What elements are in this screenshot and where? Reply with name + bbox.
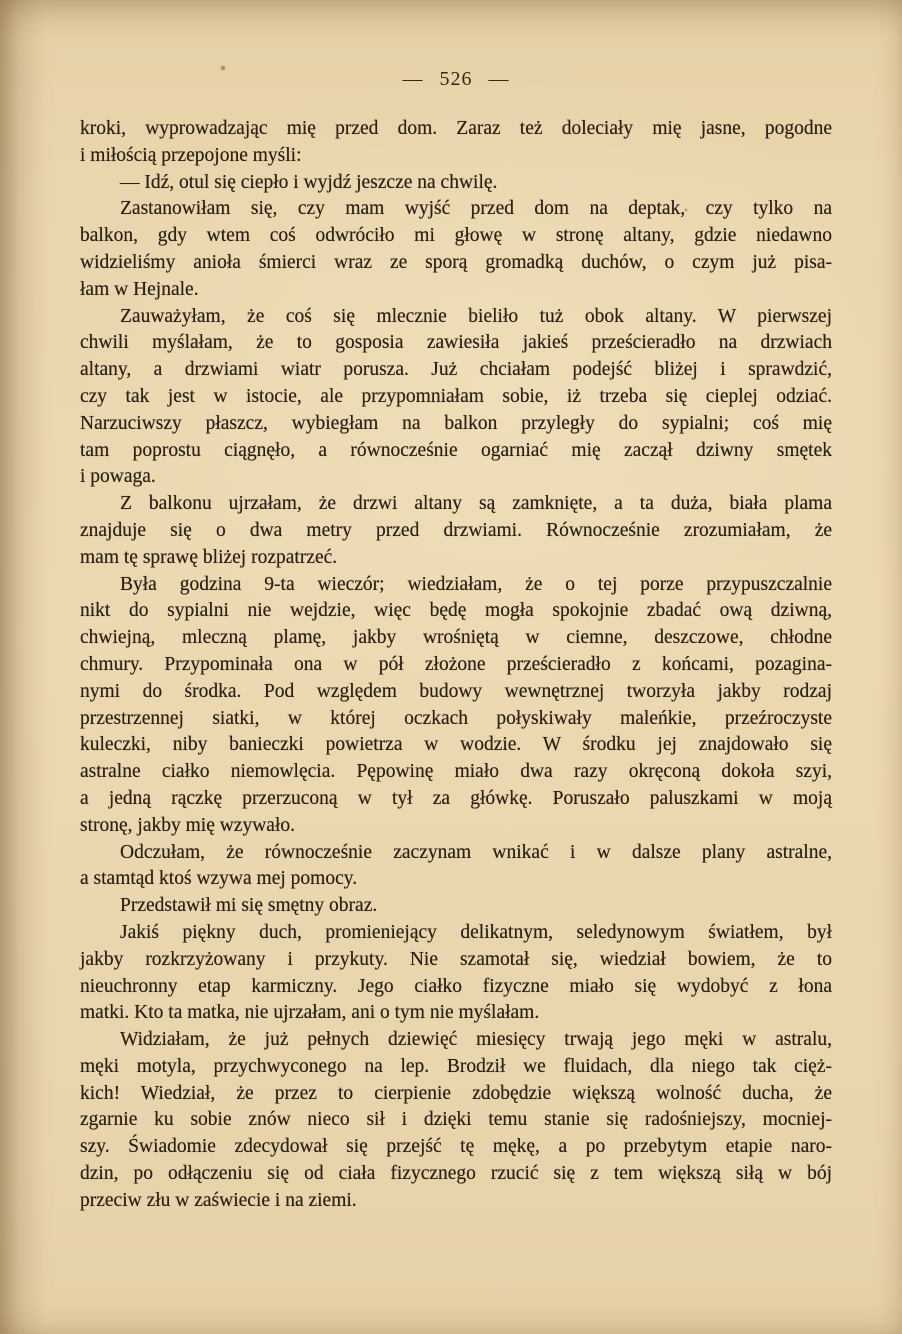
text-line: balkon, gdy wtem coś odwróciło mi głowę w stronę altany, gdzie niedawno [80, 225, 832, 247]
text-line: mam tę sprawę bliżej rozpatrzeć. [80, 546, 338, 568]
paragraph [80, 491, 832, 571]
text-line: altany, a drzwiami wiatr porusza. Już chciałam podejść bliżej i sprawdzić, [80, 359, 832, 381]
text-line: Narzuciwszy płaszcz, wybiegłam na balkon przyległy do sypialni; coś mię [80, 412, 832, 434]
text-line: nikt do sypialni nie wejdzie, więc będę mogła spokojnie zbadać ową dziwną, [80, 600, 832, 622]
text-line: łam w Hejnale. [80, 278, 199, 300]
text-line: Zastanowiłam się, czy mam wyjść przed dom na deptak, czy tylko na [120, 198, 832, 220]
text-line: Przedstawił mi się smętny obraz. [120, 895, 378, 917]
text-line: matki. Kto ta matka, nie ujrzałam, ani o tym nie myślałam. [80, 1002, 540, 1024]
text-line: i powaga. [80, 466, 156, 488]
text-line: dzin, po odłączeniu się od ciała fizycznego rzucić się z tem większą siłą w bój [80, 1163, 832, 1185]
text-line: nymi do środka. Pod względem budowy wewnętrznej tworzyła jakby rodzaj [80, 680, 832, 702]
paragraph [80, 1027, 832, 1215]
text-line: — Idź, otul się ciepło i wyjdź jeszcze na chwilę. [120, 171, 498, 193]
text-line: znajduje się o dwa metry przed drzwiami. Równocześnie zrozumiałam, że [80, 519, 832, 541]
paragraph [80, 170, 832, 197]
text-line: Zauważyłam, że coś się mlecznie bieliło tuż obok altany. W pierwszej [120, 305, 832, 327]
paragraph [80, 920, 832, 1027]
text-line: Odczułam, że równocześnie zaczynam wnikać i w dalsze plany astralne, [120, 841, 832, 863]
text-line: i miłością przepojone myśli: [80, 144, 302, 166]
text-line: kich! Wiedział, że przez to cierpienie zdobędzie większą wolność ducha, że [80, 1082, 832, 1104]
text-line: Z balkonu ujrzałam, że drzwi altany są zamknięte, a ta duża, biała plama [120, 493, 832, 515]
text-line: Była godzina 9-ta wieczór; wiedziałam, że o tej porze przypuszczalnie [120, 573, 832, 595]
text-line: chwili myślałam, że to gosposia zawiesiła jakieś prześcieradło na drzwiach [80, 332, 832, 354]
text-line: czy tak jest w istocie, ale przypomniałam sobie, iż trzeba się cieplej odziać. [80, 385, 832, 407]
text-line: jakby rozkrzyżowany i przykuty. Nie szamotał się, wiedział bowiem, że to [80, 948, 832, 970]
text-line: Jakiś piękny duch, promieniejący delikatnym, seledynowym światłem, był [120, 921, 832, 943]
paragraph [80, 893, 832, 920]
page-body [80, 116, 832, 1215]
text-line: przestrzennej siatki, w której oczkach połyskiwały maleńkie, przeźroczyste [80, 707, 832, 729]
text-line: chwiejną, mleczną plamę, jakby wrośniętą w ciemne, deszczowe, chłodne [80, 627, 832, 649]
text-line: tam poprostu ciągnęło, a równocześnie ogarniać mię zaczął dziwny smętek [80, 439, 832, 461]
text-line: Widziałam, że już pełnych dziewięć miesięcy trwają jego męki w astralu, [120, 1029, 832, 1051]
text-line: kroki, wyprowadzając mię przed dom. Zaraz też doleciały mię jasne, pogodne [80, 118, 832, 139]
paragraph [80, 196, 832, 303]
text-line: męki motyla, przychwyconego na lep. Brodził we fluidach, dla niego tak cięż- [80, 1055, 832, 1077]
paragraph [80, 572, 832, 840]
text-line: zgarnie ku sobie znów nieco sił i dzięki temu stanie się radośniejszy, mocniej- [80, 1109, 832, 1131]
paragraph [80, 304, 832, 492]
text-line: stronę, jakby mię wzywało. [80, 814, 295, 836]
paragraph [80, 116, 832, 170]
text-line: chmury. Przypominała ona w pół złożone prześcieradło z końcami, pozagina- [80, 653, 832, 675]
text-line: kuleczki, niby banieczki powietrza w wodzie. W środku jej znajdowało się [80, 734, 832, 756]
text-line: nieuchronny etap karmiczny. Jego ciałko fizyczne miało się wydobyć z łona [80, 975, 832, 997]
paragraph [80, 840, 832, 894]
text-line: przeciw złu w zaświecie i na ziemi. [80, 1189, 357, 1211]
text-line: szy. Świadomie zdecydował się przejść tę mękę, a po przebytym etapie naro- [80, 1136, 832, 1158]
page-number: — 526 — [402, 68, 510, 90]
text-line: a stamtąd ktoś wzywa mej pomocy. [80, 868, 358, 890]
text-line: astralne ciałko niemowlęcia. Pępowinę miało dwa razy okręconą dokoła szyi, [80, 761, 832, 783]
text-line: widzieliśmy anioła śmierci wraz ze sporą gromadką duchów, o czym już pisa- [80, 251, 832, 273]
text-line: a jedną rączkę przerzuconą w tył za główkę. Poruszało paluszkami w moją [80, 787, 832, 809]
